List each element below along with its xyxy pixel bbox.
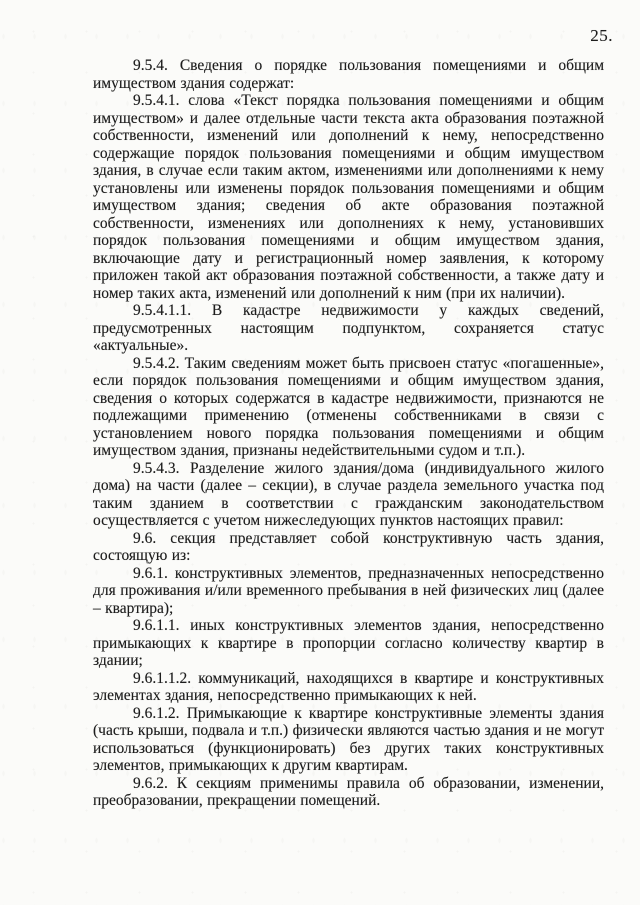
clause-paragraph-9-6: 9.6. секция представляет собой конструктивную часть здания, состоящую из: bbox=[93, 529, 604, 564]
document-text-block bbox=[93, 57, 604, 810]
clause-paragraph-9-6-1-1-2: 9.6.1.1.2. коммуникаций, находящихся в квартире и конструктивных элементах здания, непосредственно примыкающих к ней. bbox=[93, 669, 604, 704]
clause-paragraph-9-5-4: 9.5.4. Сведения о порядке пользования помещениями и общим имуществом здания содержат: bbox=[93, 57, 604, 92]
clause-paragraph-9-5-4-3: 9.5.4.3. Разделение жилого здания/дома (индивидуального жилого дома) на части (далее – секции), в случае раздела земельного участка под таким зданием в соответствии с гражданским законодательством осуществляется с учетом нижеследующих пунктов настоящих правил: bbox=[93, 459, 604, 529]
clause-paragraph-9-6-1-1: 9.6.1.1. иных конструктивных элементов здания, непосредственно примыкающих к квартире в пропорции согласно количеству квартир в здании; bbox=[93, 617, 604, 669]
clause-paragraph-9-6-1: 9.6.1. конструктивных элементов, предназначенных непосредственно для проживания и/или временного пребывания в ней физических лиц (далее – квартира); bbox=[93, 564, 604, 617]
clause-paragraph-9-6-1-2: 9.6.1.2. Примыкающие к квартире конструктивные элементы здания (часть крыши, подвала и т.п.) физически являются частью здания и не могут использоваться (функционировать) без других таких конструктивных элементов, примыкающих к другим квартирам. bbox=[93, 704, 605, 774]
page-number: 25. bbox=[590, 26, 613, 45]
clause-paragraph-9-6-2: 9.6.2. К секциям применимы правила об образовании, изменении, преобразовании, прекращении помещений. bbox=[93, 774, 604, 809]
clause-paragraph-9-5-4-2: 9.5.4.2. Таким сведениям может быть присвоен статус «погашенные», если порядок пользования помещениями и общим имуществом здания, сведения о которых содержатся в кадастре недвижимости, признаются не подлежащими применению (отменены собственниками в связи с установлением нового порядка пользования помещениями и общим имуществом здания, признаны недействительными судом и т.п.). bbox=[93, 354, 604, 459]
clause-paragraph-9-5-4-1: 9.5.4.1. слова «Текст порядка пользования помещениями и общим имуществом» и далее отдельные части текста акта образования поэтажной собственности, изменений или дополнений к нему, непосредственно содержащие порядок пользования помещениями и общим имуществом здания, в случае если таким актом, изменениями или дополнениями к нему установлены или изменены порядок пользования помещениями и общим имуществом здания; сведения об акте образования поэтажной собственности, изменениях или дополнениях к нему, установивших порядок пользования помещениями и общим имуществом здания, включающие дату и регистрационный номер заявления, к которому приложен такой акт образования поэтажной собственности, а также дату и номер таких акта, изменений или дополнений к ним (при их наличии). bbox=[93, 92, 604, 302]
clause-paragraph-9-5-4-1-1: 9.5.4.1.1. В кадастре недвижимости у каждых сведений, предусмотренных настоящим подпунктом, сохраняется статус «актуальные». bbox=[93, 302, 604, 354]
